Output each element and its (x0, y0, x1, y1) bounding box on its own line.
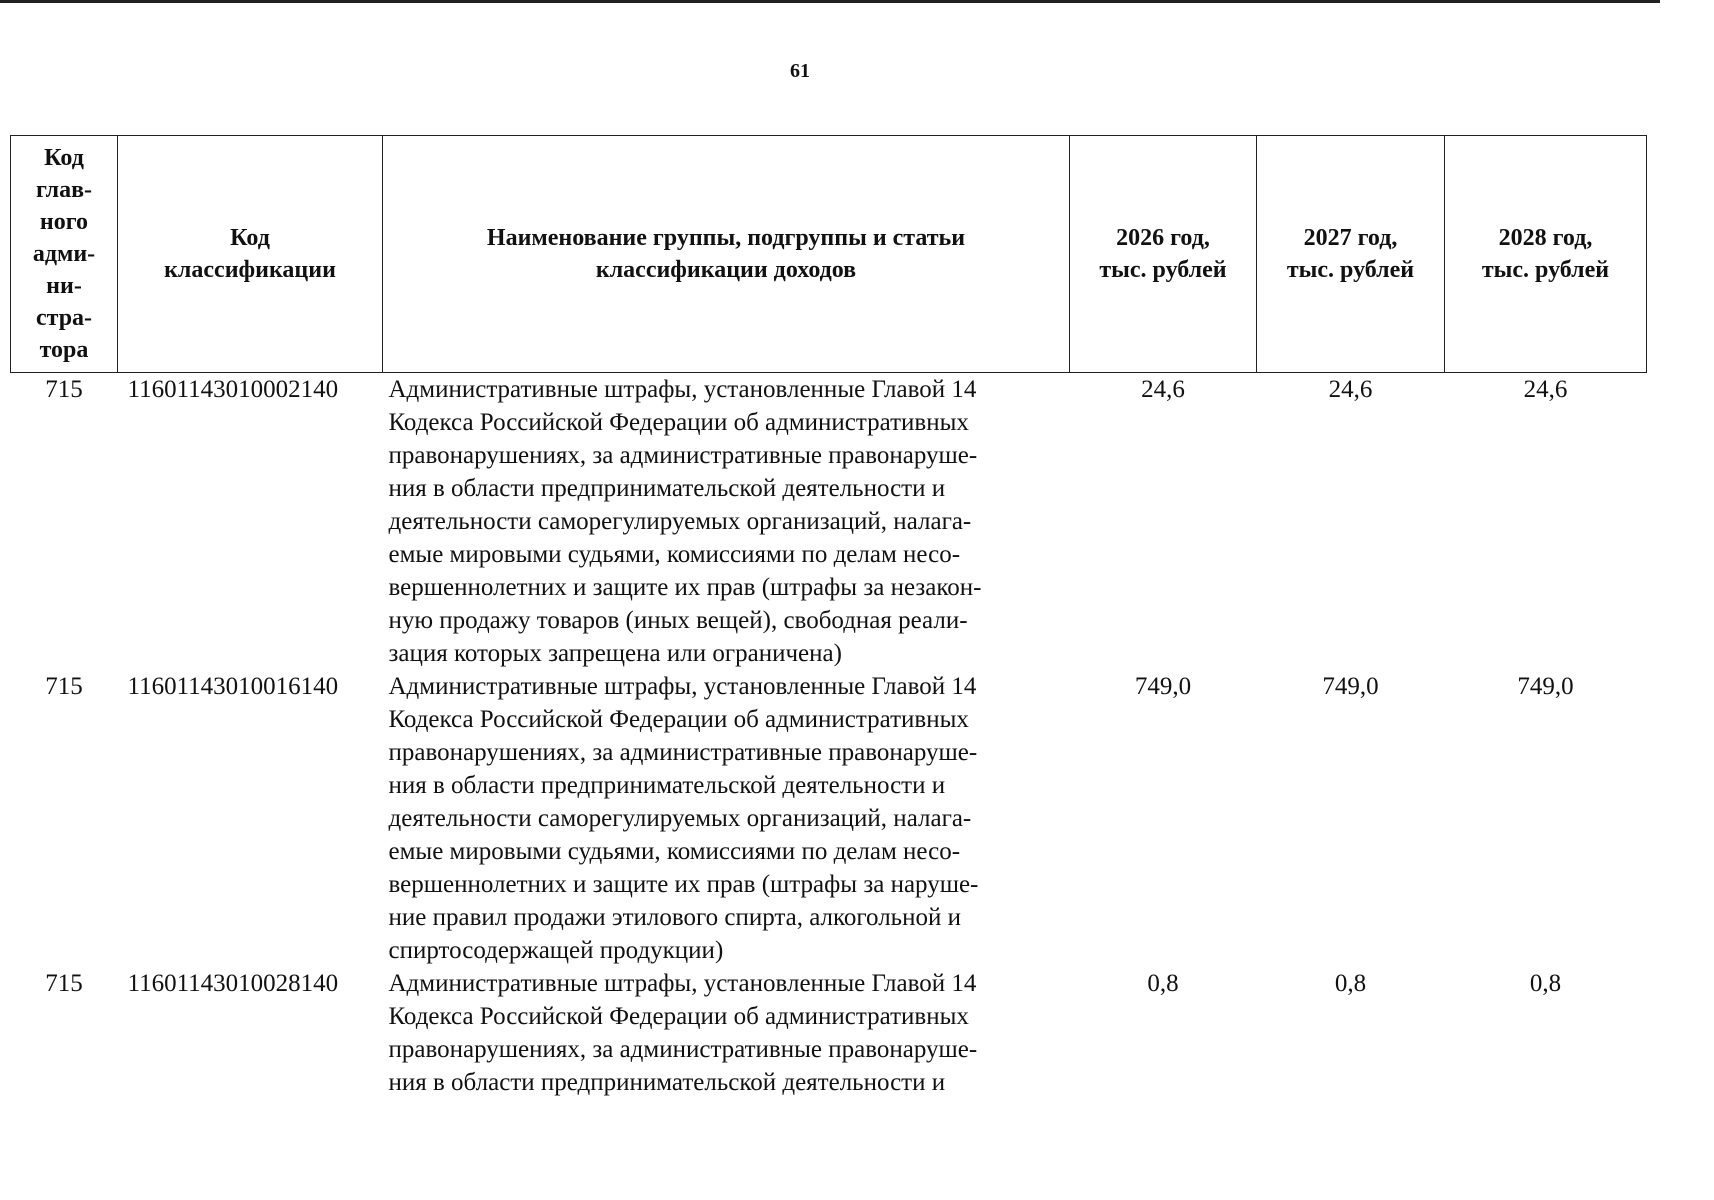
name-line: правонарушениях, за административные правонаруше- (388, 1036, 978, 1063)
table-header-row (11, 136, 1647, 373)
cell-admin-code: 715 (45, 376, 83, 403)
name-line: деятельности саморегулируемых организаций, налага- (388, 508, 972, 535)
name-line: ния в области предпринимательской деятельности и (388, 772, 946, 799)
cell-year-2027: 749,0 (1322, 673, 1379, 700)
cell-year-2027: 0,8 (1334, 970, 1367, 997)
cell-year-2026: 24,6 (1141, 376, 1185, 403)
table-row (11, 967, 1647, 1099)
cell-name (383, 967, 1070, 1099)
table-row (11, 373, 1647, 671)
name-line: ную продажу товаров (иных вещей), свободная реали- (388, 607, 968, 634)
name-line: Административные штрафы, установленные Главой 14 (388, 376, 977, 403)
cell-classification-code: 11601143010016140 (127, 673, 339, 700)
name-line: емые мировыми судьями, комиссиями по делам несо- (388, 541, 961, 568)
header-year-2027: 2027 год, тыс. рублей (1257, 136, 1445, 373)
cell-admin-code: 715 (45, 673, 83, 700)
page-number: 61 (790, 60, 810, 82)
table-row (11, 670, 1647, 967)
name-line: правонарушениях, за административные правонаруше- (388, 442, 978, 469)
cell-year-2026: 0,8 (1147, 970, 1179, 997)
name-line: спиртосодержащей продукции) (388, 937, 724, 964)
name-line: Административные штрафы, установленные Главой 14 (388, 970, 977, 997)
cell-year-2028: 0,8 (1529, 970, 1562, 997)
header-classification-code: Код классификации (118, 136, 383, 373)
name-line: ния в области предпринимательской деятельности и (388, 1069, 946, 1096)
revenue-classification-table (10, 135, 1647, 1099)
cell-year-2028: 749,0 (1517, 673, 1574, 700)
header-admin-code: Код глав- ного адми- ни- стра- тора (11, 136, 118, 373)
name-line: ния в области предпринимательской деятельности и (388, 475, 946, 502)
cell-classification-code: 11601143010002140 (127, 376, 339, 403)
name-line: деятельности саморегулируемых организаций, налага- (388, 805, 972, 832)
header-year-2028: 2028 год, тыс. рублей (1445, 136, 1647, 373)
header-name: Наименование группы, подгруппы и статьи классификации доходов (383, 136, 1070, 373)
cell-year-2026: 749,0 (1134, 673, 1192, 700)
top-border-line (0, 0, 1660, 3)
name-line: емые мировыми судьями, комиссиями по делам несо- (388, 838, 961, 865)
name-line: зация которых запрещена или ограничена) (388, 640, 842, 667)
cell-classification-code: 11601143010028140 (127, 970, 339, 997)
name-line: вершеннолетних и защите их прав (штрафы за наруше- (388, 871, 979, 898)
name-line: вершеннолетних и защите их прав (штрафы за незакон- (388, 574, 982, 601)
cell-admin-code: 715 (45, 970, 83, 997)
name-line: Административные штрафы, установленные Главой 14 (388, 673, 977, 700)
name-line: Кодекса Российской Федерации об административных (388, 706, 969, 733)
header-year-2026: 2026 год, тыс. рублей (1070, 136, 1257, 373)
name-line: ние правил продажи этилового спирта, алкогольной и (388, 904, 961, 931)
cell-year-2028: 24,6 (1523, 376, 1568, 403)
name-line: Кодекса Российской Федерации об административных (388, 409, 969, 436)
cell-year-2027: 24,6 (1328, 376, 1373, 403)
name-line: правонарушениях, за административные правонаруше- (388, 739, 978, 766)
name-line: Кодекса Российской Федерации об административных (388, 1003, 969, 1030)
cell-name (383, 670, 1070, 967)
cell-name (383, 373, 1070, 671)
